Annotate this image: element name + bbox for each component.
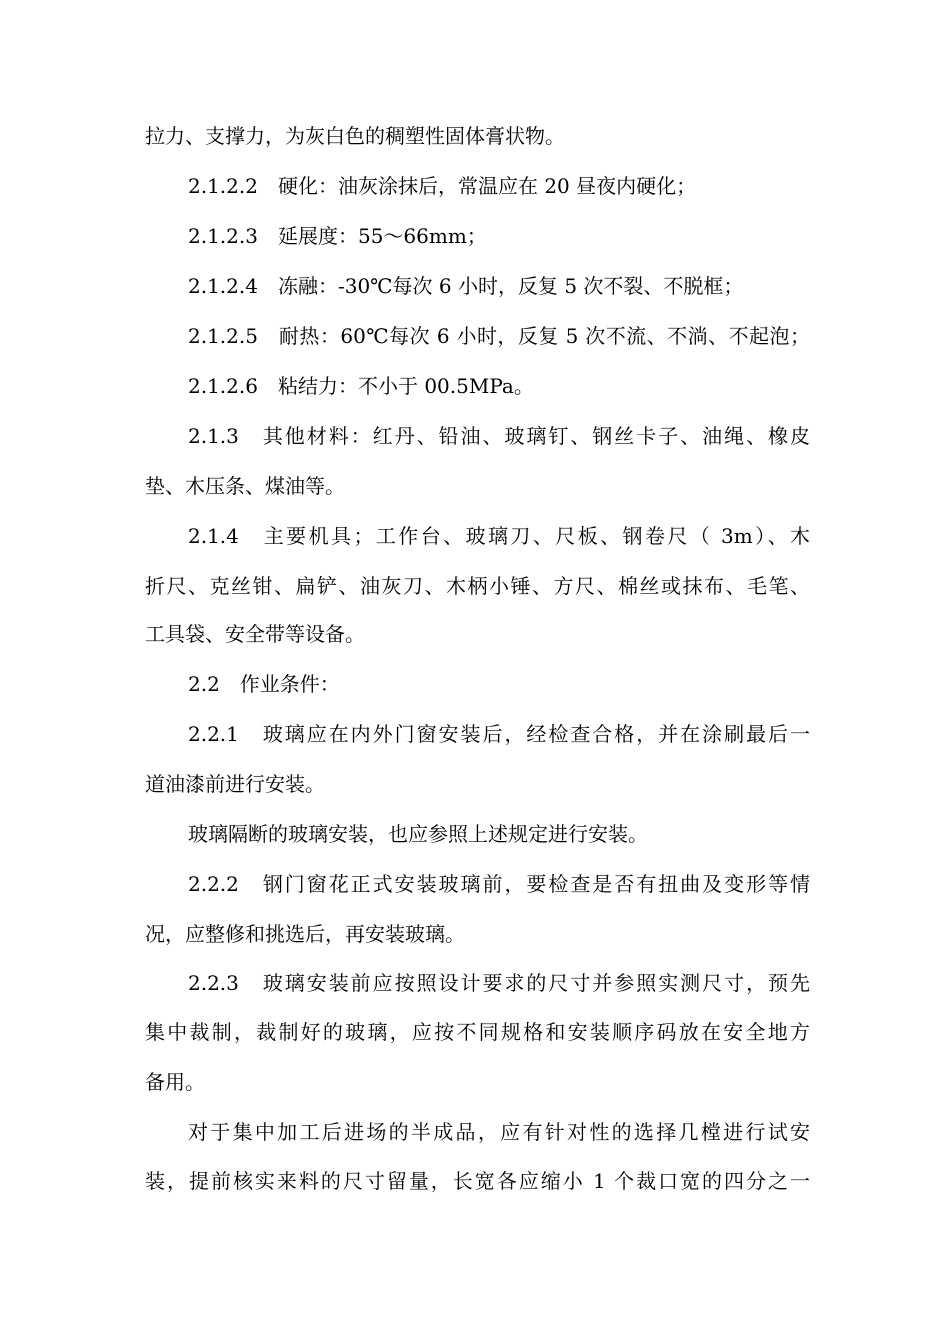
text-line: 折尺、克丝钳、扁铲、油灰刀、木柄小锤、方尺、棉丝或抹布、毛笔、	[145, 574, 810, 598]
text-line: 2.1.2.5 耐热：60℃每次 6 小时，反复 5 次不流、不淌、不起泡；	[188, 324, 810, 348]
text-line: 2.1.4 主要机具；工作台、玻璃刀、尺板、钢卷尺（ 3m）、木	[188, 524, 810, 548]
text-line: 垫、木压条、煤油等。	[145, 474, 345, 498]
text-line: 集中裁制，裁制好的玻璃，应按不同规格和安装顺序码放在安全地方	[145, 1020, 810, 1044]
text-line: 2.2.3 玻璃安装前应按照设计要求的尺寸并参照实测尺寸，预先	[188, 971, 810, 995]
text-line: 工具袋、安全带等设备。	[145, 622, 365, 646]
text-line: 2.2.2 钢门窗花正式安装玻璃前，要检查是否有扭曲及变形等情	[188, 872, 810, 896]
text-line: 2.1.3 其他材料：红丹、铅油、玻璃钉、钢丝卡子、油绳、橡皮	[188, 424, 810, 448]
text-line: 道油漆前进行安装。	[145, 772, 325, 796]
section-heading: 2.2 作业条件：	[188, 672, 340, 696]
text-line: 况，应整修和挑选后，再安装玻璃。	[145, 922, 465, 946]
text-line: 对于集中加工后进场的半成品，应有针对性的选择几樘进行试安	[188, 1120, 810, 1144]
text-line: 玻璃隔断的玻璃安装，也应参照上述规定进行安装。	[188, 822, 648, 846]
text-line: 备用。	[145, 1070, 205, 1094]
text-line: 2.1.2.3 延展度：55～66mm；	[188, 224, 487, 248]
text-line: 拉力、支撑力，为灰白色的稠塑性固体膏状物。	[145, 124, 565, 148]
text-line: 装，提前核实来料的尺寸留量，长宽各应缩小 1 个裁口宽的四分之一	[145, 1169, 810, 1193]
text-line: 2.1.2.6 粘结力：不小于 00.5MPa。	[188, 374, 534, 398]
text-line: 2.1.2.2 硬化：油灰涂抹后，常温应在 20 昼夜内硬化；	[188, 174, 697, 198]
text-line: 2.2.1 玻璃应在内外门窗安装后，经检查合格，并在涂刷最后一	[188, 722, 810, 746]
text-line: 2.1.2.4 冻融：-30℃每次 6 小时，反复 5 次不裂、不脱框；	[188, 274, 744, 298]
